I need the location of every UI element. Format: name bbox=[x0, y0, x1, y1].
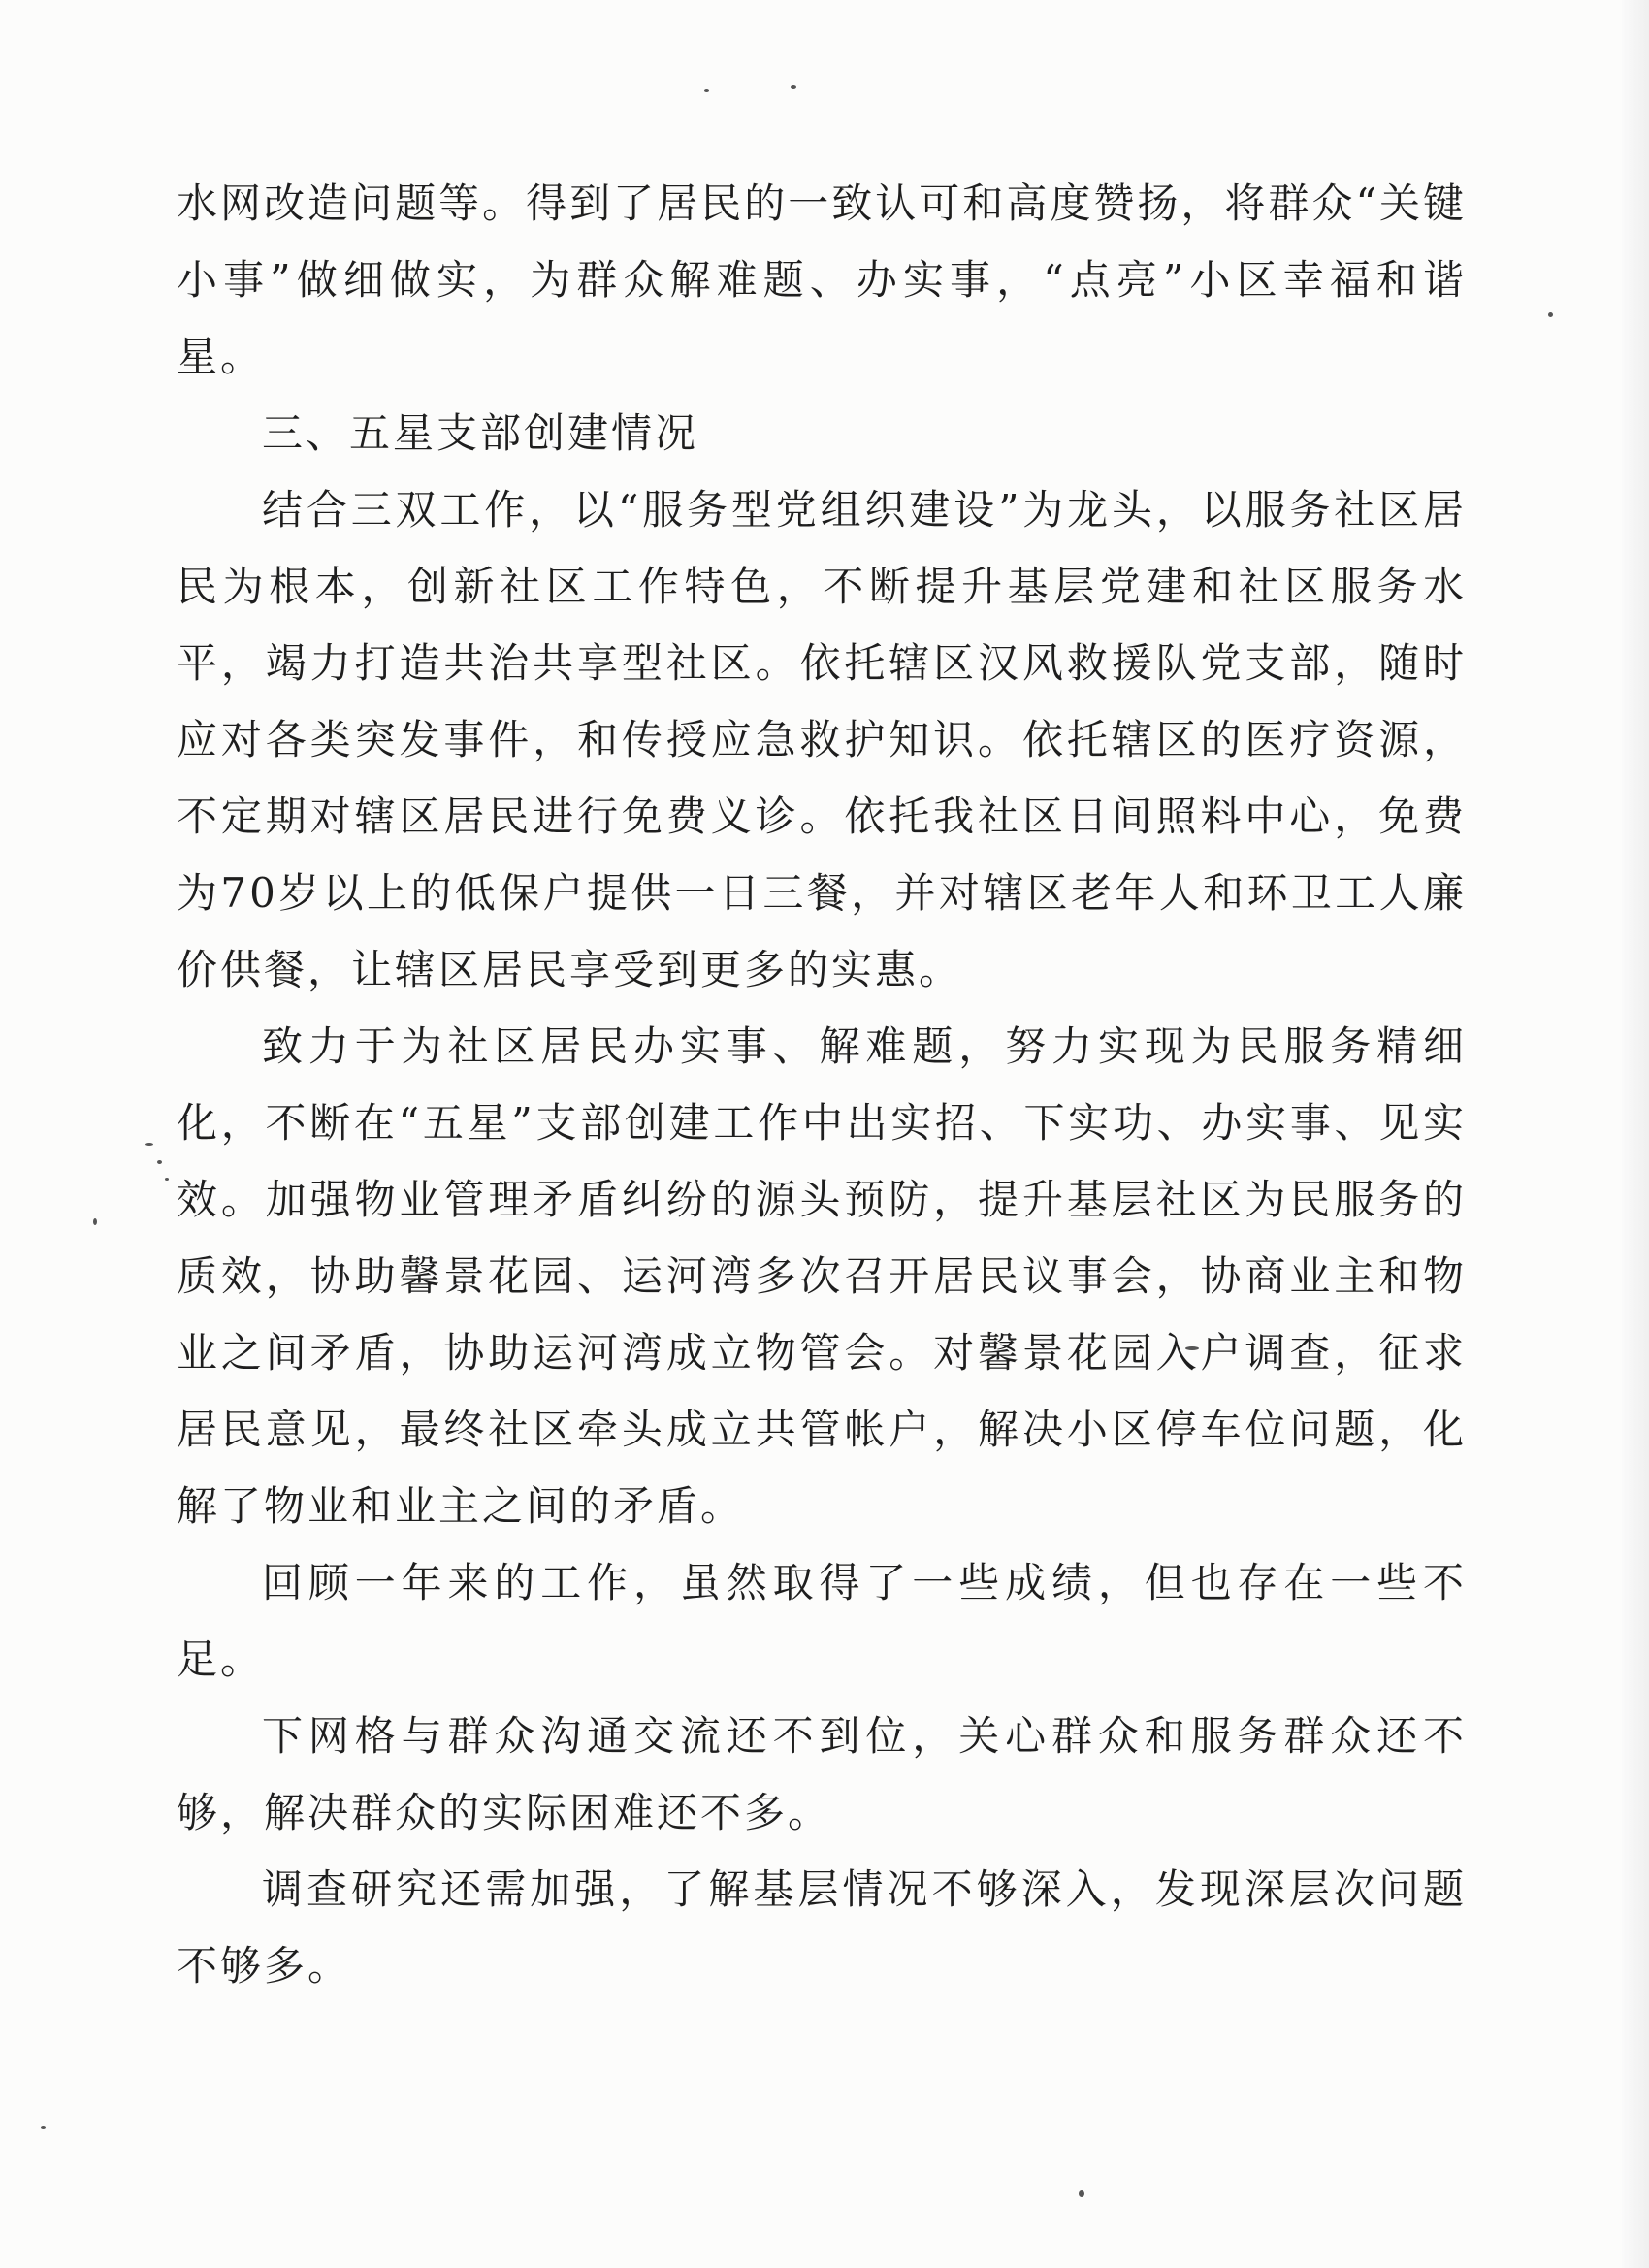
section-heading: 三、五星支部创建情况 bbox=[262, 409, 699, 457]
scan-speck bbox=[791, 85, 796, 89]
scan-speck bbox=[1548, 312, 1553, 317]
paragraph: 下网格与群众沟通交流还不到位，关心群众和服务群众还不够，解决群众的实际困难还不多。 bbox=[177, 1712, 1467, 1836]
scan-speck bbox=[146, 1143, 153, 1146]
paragraph: 致力于为社区居民办实事、解难题，努力实现为民服务精细化，不断在“五星”支部创建工作中出实招、下实功、办实事、见实效。加强物业管理矛盾纠纷的源头预防，提升基层社区为民服务的质效，协助馨景花园、运河湾多次召开居民议事会，协商业主和物业之间矛盾，协助运河湾成立物管会。对馨景花园入户调查，征求居民意见，最终社区牵头成立共管帐户，解决小区停车位问题，化解了物业和业主之间的矛盾。 bbox=[177, 1022, 1467, 1530]
scan-speck bbox=[157, 1160, 162, 1164]
document-body bbox=[177, 165, 1467, 2004]
scan-speck bbox=[704, 89, 709, 92]
page-edge-shadow bbox=[1622, 0, 1649, 2268]
scan-speck bbox=[41, 2126, 46, 2129]
paragraph: 调查研究还需加强，了解基层情况不够深入，发现深层次问题不够多。 bbox=[177, 1865, 1467, 1990]
paragraph: 回顾一年来的工作，虽然取得了一些成绩，但也存在一些不足。 bbox=[177, 1559, 1467, 1683]
scan-speck bbox=[1079, 2190, 1084, 2197]
paragraph: 结合三双工作，以“服务型党组织建设”为龙头，以服务社区居民为根本，创新社区工作特色，不断提升基层党建和社区服务水平，竭力打造共治共享型社区。依托辖区汉风救援队党支部，随时应对各类突发事件，和传授应急救护知识。依托辖区的医疗资源，不定期对辖区居民进行免费义诊。依托我社区日间照料中心，免费为70岁以上的低保户提供一日三餐，并对辖区老年人和环卫工人廉价供餐，让辖区居民享受到更多的实惠。 bbox=[177, 486, 1467, 993]
scan-speck bbox=[93, 1218, 97, 1225]
scan-speck bbox=[165, 1178, 169, 1181]
paragraph-continuation: 水网改造问题等。得到了居民的一致认可和高度赞扬，将群众“关键小事”做细做实，为群众解难题、办实事，“点亮”小区幸福和谐星。 bbox=[177, 179, 1467, 380]
